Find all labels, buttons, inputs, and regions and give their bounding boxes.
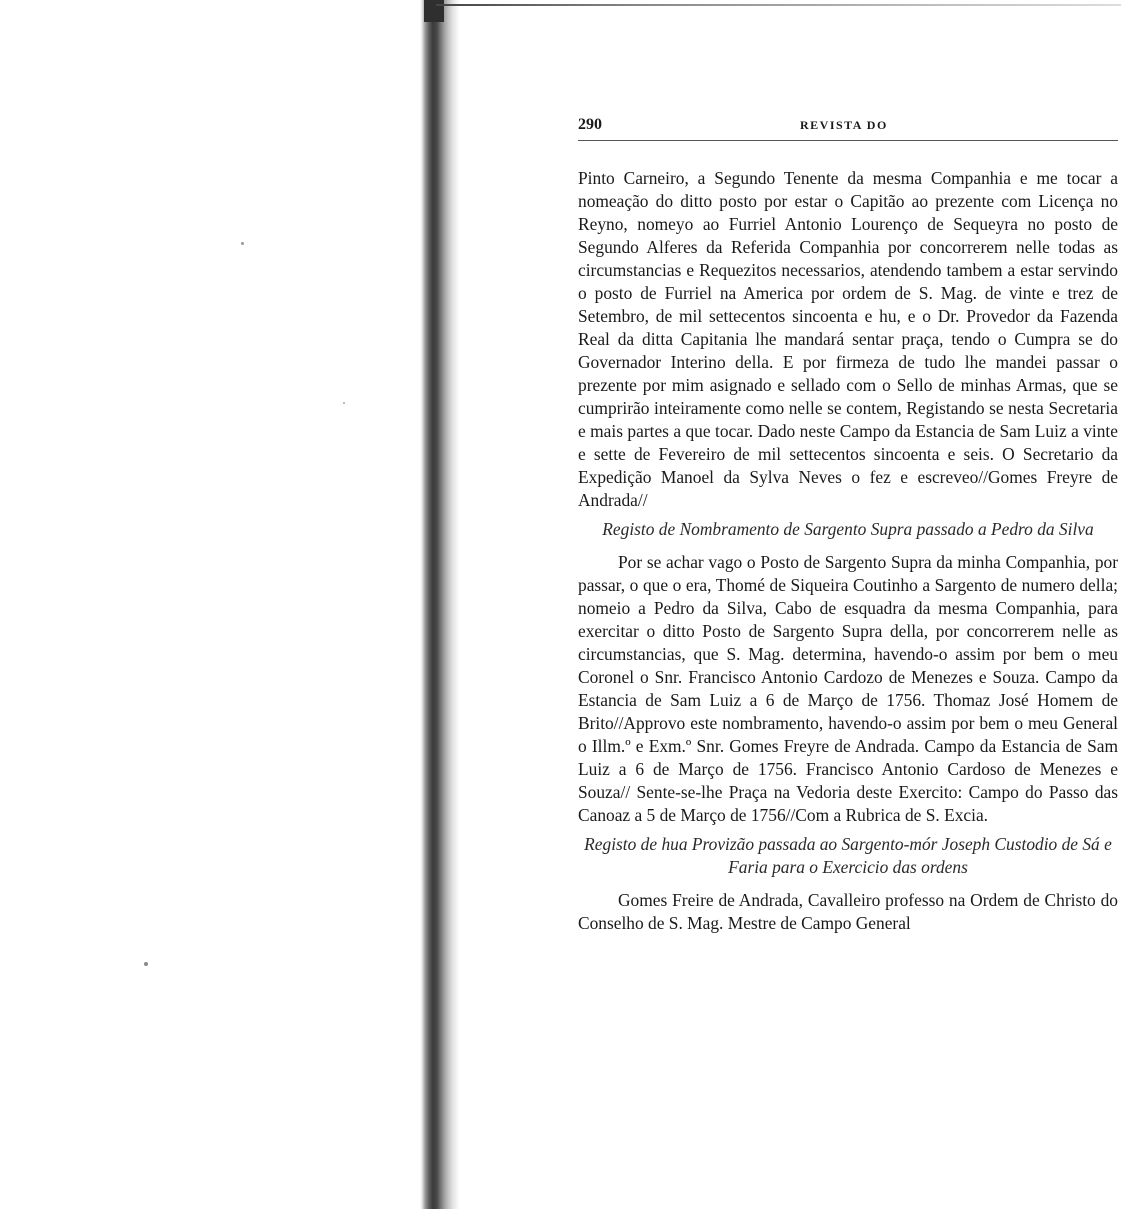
body-paragraph-2: Por se achar vago o Posto de Sargento Supra da minha Companhia, por passar, o que o era, Thomé de Siqueira Coutinho a Sargento de numero della; nomeio a Pedro da Silva, Cabo de esquadra da mesma Companhia, para exercitar o ditto Posto de Sargento Supra della, por concorrerem nelle as circumstancias, que S. Mag. determina, havendo-o assim por bem o meu Coronel o Snr. Francisco Antonio Cardozo de Menezes e Souza. Campo da Estancia de Sam Luiz a 6 de Março de 1756. Thomaz José Homem de Brito//Approvo este nombramento, havendo-o assim por bem o meu General o Illm.º e Exm.º Snr. Gomes Freyre de Andrada. Campo da Estancia de Sam Luiz a 6 de Março de 1756. Francisco Antonio Cardoso de Menezes e Souza// Sente-se-lhe Praça na Vedoria deste Exercito: Campo do Passo das Canoaz a 5 de Março de 1756//Com a Rubrica de S. Excia. (578, 552, 1118, 825)
book-gutter-shadow (420, 0, 460, 1209)
paper-speck (343, 402, 345, 404)
page-top-edge (436, 4, 1121, 6)
paper-speck (144, 962, 148, 966)
section-heading-1: Registo de Nombramento de Sargento Supra passado a Pedro da Silva (602, 519, 1094, 539)
page-content (578, 114, 1118, 935)
running-head: REVISTA DO (800, 118, 888, 132)
body-paragraph-1: Pinto Carneiro, a Segundo Tenente da mesma Companhia e me tocar a nomeação do ditto posto por estar o Capitão ao prezente com Licença no Reyno, nomeyo ao Furriel Antonio Lourenço de Sequeyra no posto de Segundo Alferes da Referida Companhia por concorrerem nelle todas as circumstancias e Requezitos necessarios, atendendo tambem a estar servindo o posto de Furriel na America por ordem de S. Mag. de vinte e trez de Setembro, de mil settecentos sincoenta e hu, e o Dr. Provedor da Fazenda Real da ditta Capitania lhe mandará sentar praça, tendo o Cumpra se do Governador Interino della. E por firmeza de tudo lhe mandei passar o prezente por mim asignado e sellado com o Sello de minhas Armas, que se cumprirão inteiramente como nelle se contem, Registando se nesta Secretaria e mais partes a que tocar. Dado neste Campo da Estancia de Sam Luiz a vinte e sette de Fevereiro de mil settecentos sincoenta e seis. O Secretario da Expedição Manoel da Sylva Neves o fez e escreveo//Gomes Freyre de Andrada// (578, 168, 1118, 510)
page-header (578, 114, 1118, 141)
page-number: 290 (578, 116, 602, 133)
body-paragraph-3: Gomes Freire de Andrada, Cavalleiro professo na Ordem de Christo do Conselho de S. Mag. Mestre de Campo General (578, 890, 1118, 933)
facing-page-margin (0, 0, 420, 1209)
section-heading-2: Registo de hua Provizão passada ao Sargento-mór Joseph Custodio de Sá e Faria para o Exercicio das ordens (584, 834, 1112, 877)
paper-speck (241, 242, 244, 245)
